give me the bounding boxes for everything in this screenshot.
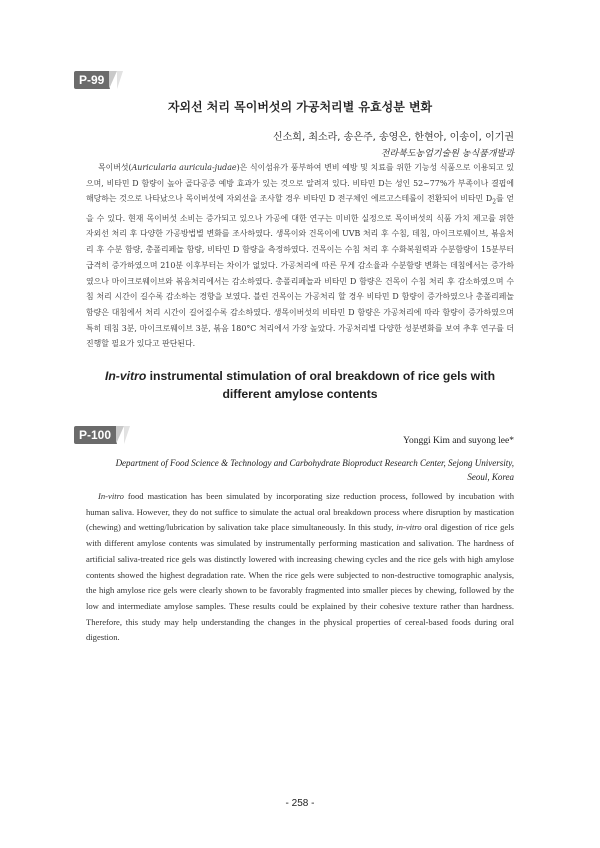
abstract-segment: )은 식이섬유가 풍부하여 변비 예방 및 치료를 위한 기능성 식품으로 이용되고 있으며, 비타민 D 함량이 높아 골다공증 예방 효과가 있는 것으로 알려져 있다. 비타민 D는 성인 52~77%가 부족이나 결핍에 해당하는 것으로 나타났으나 목이버섯에 자외선을 조사할 경우 비타민 D 전구체인 에르고스테롤이 전환되어 비타민 D	[86, 163, 515, 204]
affiliation: 전라북도농업기술원 농식품개발과	[380, 149, 514, 159]
paper-title	[86, 367, 514, 403]
badge-tab-shape	[117, 71, 123, 89]
badge-label: P-99	[74, 71, 110, 89]
subscript: 2	[492, 198, 497, 206]
page-number: - 258 -	[285, 798, 315, 809]
badge-tab-shape	[116, 426, 124, 444]
badge-label: P-100	[74, 426, 117, 444]
abstract-segment: oral digestion of rice gels with different amylose contents was simulated by instrumentally performing mastication and salivation. The hardness of artificial saliva-treated rice gels was distinctly lowered with increasing chewing cycles and the rice gels with high amylose contents showed the highest degradation rate. When the rice gels were subjected to non-destructive tomographic analysis, the high amylose rice gels were clearly shown to be favorably fragmented into smaller pieces by chewing, followed by the low and intermediate amylose samples. These results could be explained by their cohesive texture rather than hardness. Therefore, this study may help understanding the changes in the physical properties of cereal-based foods during oral digestion.	[86, 522, 514, 643]
affiliation-line: Seoul, Korea	[467, 472, 514, 482]
abstract-number-badge	[74, 426, 130, 444]
author-list: Yonggi Kim and suyong lee*	[403, 436, 514, 446]
author-list: 신소희, 최소라, 송은주, 송영은, 한현아, 이송이, 이기권	[272, 132, 514, 143]
species-name: Auricularia auricula-judae	[131, 163, 237, 172]
abstract-text	[86, 160, 514, 352]
abstract-segment: food mastication has been simulated by incorporating size reduction process, followed by incubation with human saliva. However, they do not suffice to simulate the actual oral breakdown process where disruption by mastication (chewing) and wetting/lubrication by salivation take place simultaneously. In this study,	[86, 491, 514, 533]
title-italic-term: In-vitro	[104, 369, 147, 383]
badge-tab-shape	[124, 426, 130, 444]
paper-title: 자외선 처리 목이버섯의 가공처리별 유효성분 변화	[167, 100, 433, 114]
abstract-segment: 목이버섯(	[98, 163, 132, 172]
italic-term: In-vitro	[98, 491, 124, 501]
title-text: instrumental stimulation of oral breakdown of rice gels with different amylose contents	[146, 369, 496, 401]
abstract-segment: 를 얻을 수 있다. 현재 목이버섯 소비는 증가되고 있으나 가공에 대한 연구는 미비한 실정으로 목이버섯의 식품 가치 제고를 위한 자외선 처리 후 다양한 가공방법별 변화를 조사하였다. 생목이와 건목이에 UVB 처리 후 수침, 데침, 마이크로웨이브, 볶음처리 후 수분 함량, 총폴리페놀 함량, 비타민 D 함량을 측정하였다. 건목이는 수침 처리 후 수화복원력과 수분함량이 15분부터 급격히 증가하였으며 210분 이후부터는 차이가 없었다. 가공처리에 따른 무게 감소율과 수분함량 변화는 데침에서는 증가하였으나 마이크로웨이브와 볶음처리에서는 감소하였다. 총폴리페놀과 비타민 D 함량은 건목이 수침 처리 후 감소하였으며 수침 처리 시간이 길수록 감소하는 경향을 보였다. 블린 건목이는 가공처리 할 경우 비타민 D 함량이 증가하였으나 총폴리페놀 함량은 대침에서 처리 시간이 길어질수록 감소하였다. 생목이버섯의 비타민 D 함량은 가공처리에 따라 함량이 증가하였으며 특히 데침 3분, 마이크로웨이브 3분, 볶음 180°C 처리에서 가장 높았다. 가공처리별 다양한 성분변화를 보여 추후 연구를 더 진행할 필요가 있다고 판단된다.	[86, 194, 514, 349]
abstract-text	[86, 489, 514, 646]
abstract-number-badge	[74, 71, 123, 89]
italic-term: in-vitro	[396, 522, 422, 533]
affiliation	[86, 456, 514, 484]
badge-tab-shape	[109, 71, 117, 89]
affiliation-line: Department of Food Science & Technology and Carbohydrate Bioproduct Research Center, Sejong University,	[115, 458, 514, 468]
